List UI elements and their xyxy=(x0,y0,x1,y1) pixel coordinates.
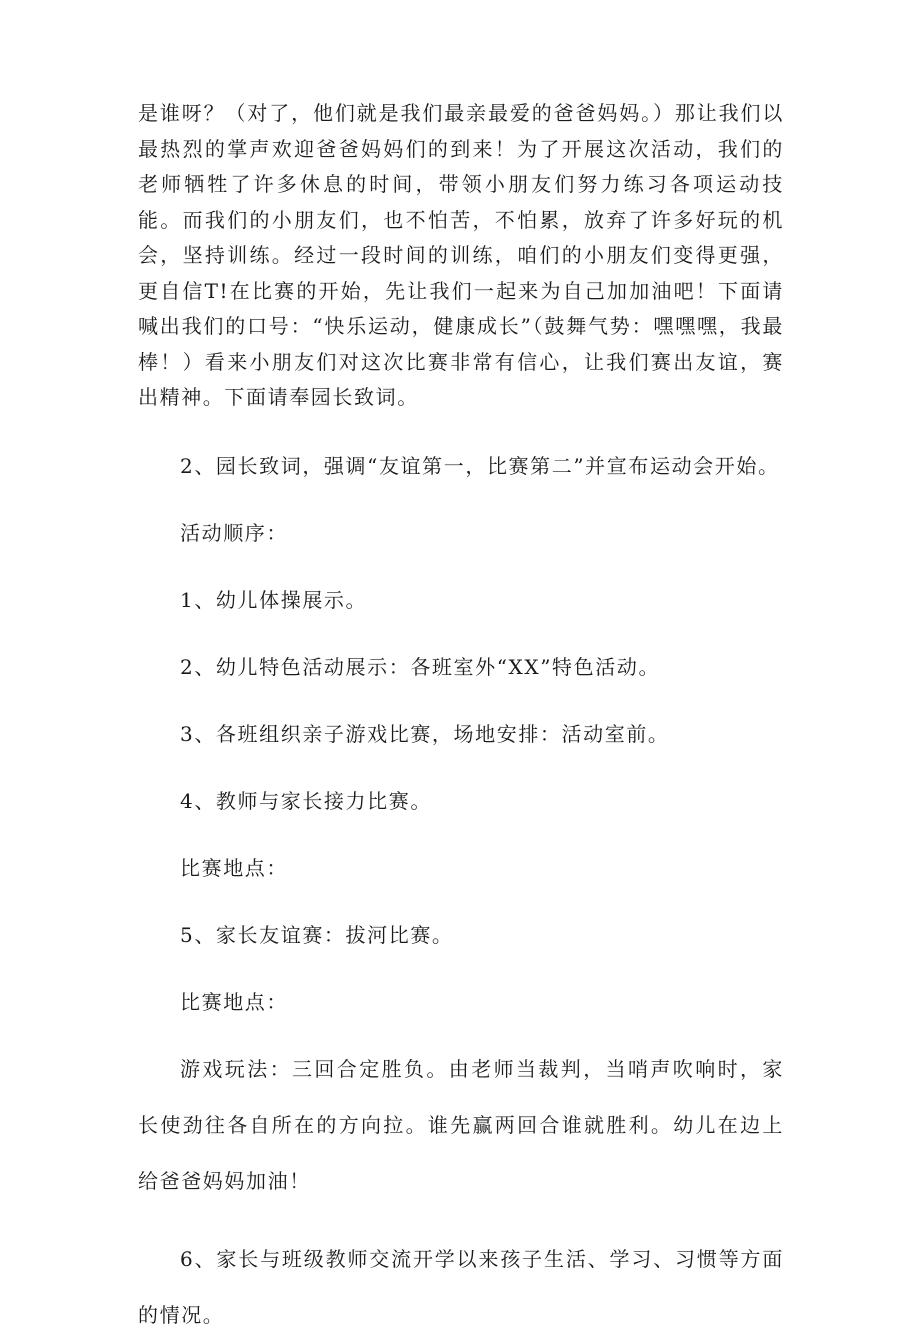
venue-label: 比赛地点： xyxy=(180,989,288,1014)
principal-speech-item: 2、园长致词，强调“友谊第一，比赛第二”并宣布运动会开始。 xyxy=(180,453,780,478)
activity-item-4: 4、教师与家长接力比赛。 xyxy=(180,788,432,813)
activity-item-3: 3、各班组织亲子游戏比赛，场地安排：活动室前。 xyxy=(180,721,670,746)
intro-paragraph: 是谁呀？（对了，他们就是我们最亲最爱的爸爸妈妈。）那让我们以最热烈的掌声欢迎爸爸妈妈们的到来！为了开展这次活动，我们的老师牺牲了许多休息的时间，带领小朋友们努力练习各项运动技能。而我们的小朋友们，也不怕苦，不怕累，放弃了许多好玩的机会，坚持训练。经过一段时间的训练，咱们的小朋友们变得更强，更自信T!在比赛的开始，先让我们一起来为自己加加油吧！下面请喊出我们的口号：“快乐运动，健康成长”（鼓舞气势：嘿嘿嘿，我最棒！）看来小朋友们对这次比赛非常有信心，让我们赛出友谊，赛出精神。下面请奉园长致词。 xyxy=(138,101,784,409)
document-page xyxy=(138,96,784,1343)
activity-item-6: 6、家长与班级教师交流开学以来孩子生活、学习、习惯等方面的情况。 xyxy=(138,1246,784,1327)
activity-item-5: 5、家长友谊赛：拔河比赛。 xyxy=(180,922,454,947)
activity-item-2: 2、幼儿特色活动展示：各班室外“XX”特色活动。 xyxy=(180,654,661,679)
activity-order-heading: 活动顺序： xyxy=(180,520,288,545)
activity-item-1: 1、幼儿体操展示。 xyxy=(180,587,368,612)
venue-label: 比赛地点： xyxy=(180,855,288,880)
game-rules-paragraph: 游戏玩法：三回合定胜负。由老师当裁判，当哨声吹响时，家长使劲往各自所在的方向拉。谁先赢两回合谁就胜利。幼儿在边上给爸爸妈妈加油！ xyxy=(138,1056,784,1193)
